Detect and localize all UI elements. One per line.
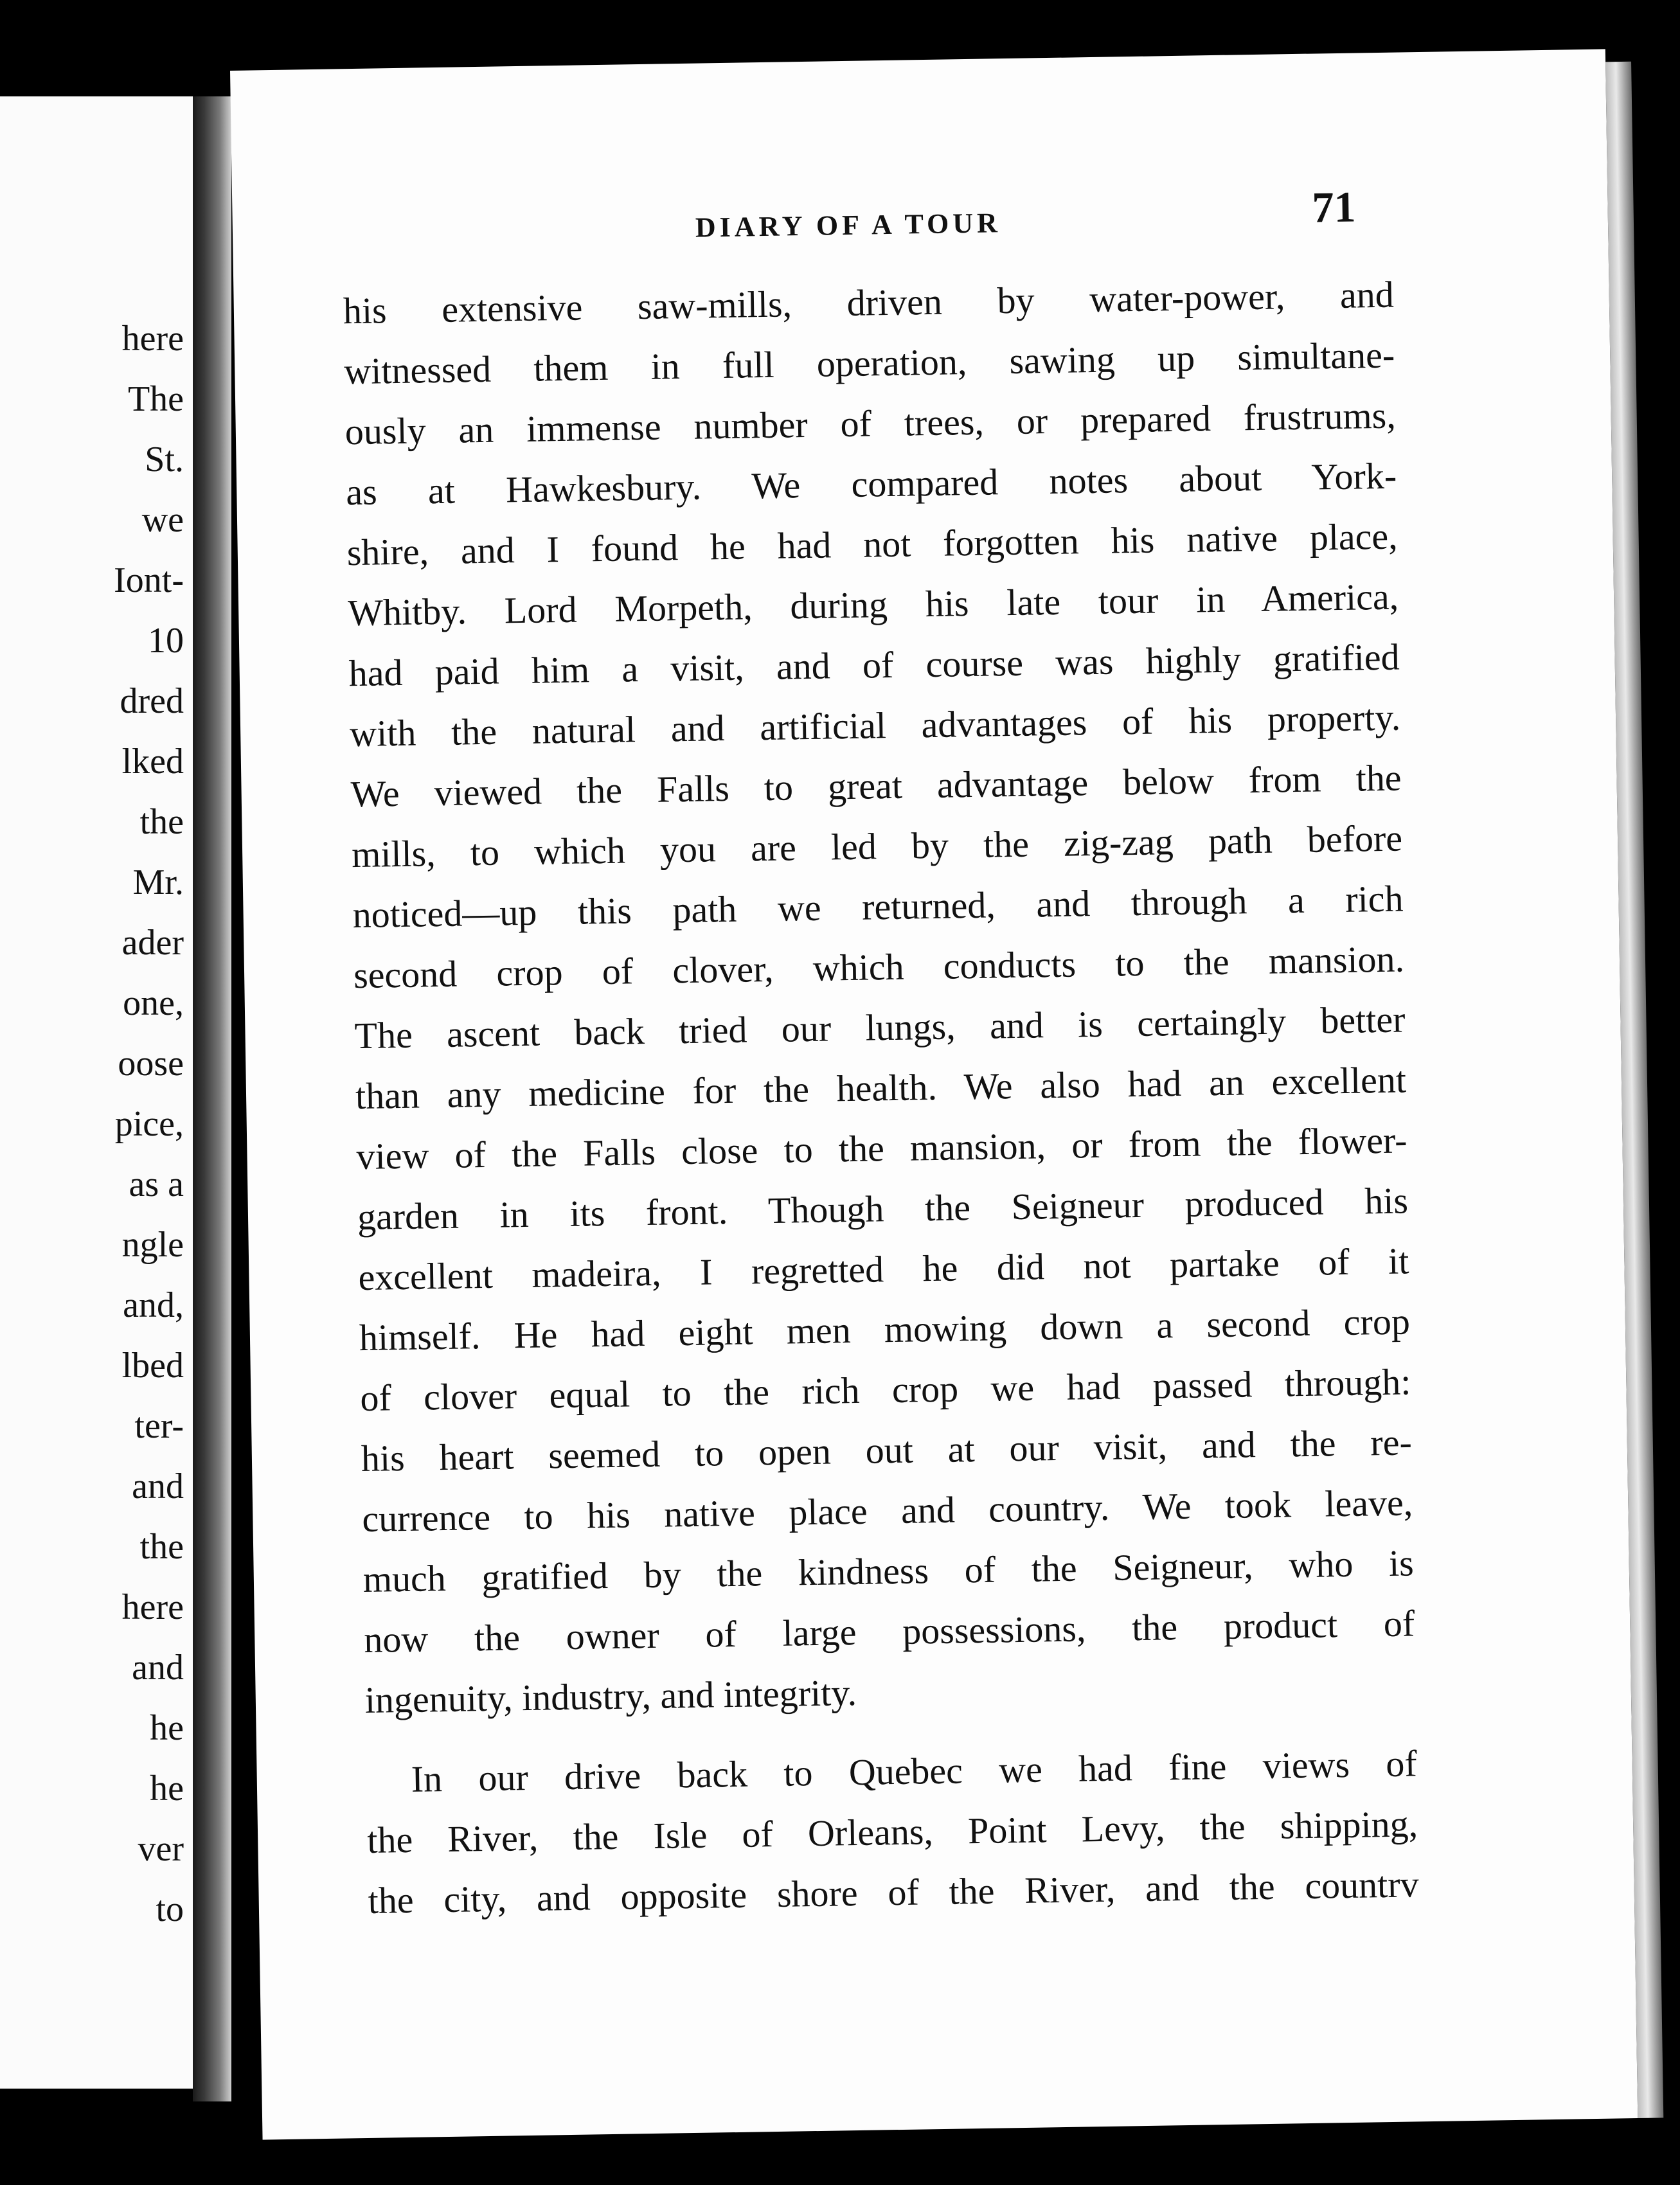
body-text — [343, 265, 1419, 1931]
left-line: The — [127, 379, 184, 419]
text-line: The ascent back tried our lungs, and is certaingly better — [354, 998, 1406, 1057]
running-head: DIARY OF A TOUR — [695, 207, 1002, 244]
left-line: here — [121, 319, 184, 359]
left-line: and — [132, 1467, 184, 1506]
left-line: we — [141, 500, 184, 540]
text-line: ously an immense number of trees, or prepared frustrums, — [344, 394, 1397, 453]
left-line: one, — [123, 983, 184, 1023]
text-line: noticed—up this path we returned, and through a rich — [352, 877, 1404, 936]
text-line: had paid him a visit, and of course was highly gratified — [348, 636, 1400, 695]
text-line: much gratified by the kindness of the Seigneur, who is — [362, 1542, 1415, 1601]
left-line: Iont- — [114, 560, 184, 600]
text-line: In our drive back to Quebec we had fine views of — [411, 1742, 1418, 1800]
paragraph — [343, 265, 1416, 1731]
page-edge — [1605, 62, 1663, 2118]
text-line: shire, and I found he had not forgotten his native place, — [346, 515, 1399, 574]
left-line: ter- — [134, 1406, 184, 1446]
text-line: garden in its front. Though the Seigneur produced his — [357, 1179, 1409, 1238]
text-line: excellent madeira, I regretted he did not partake of it — [358, 1240, 1409, 1299]
left-page-text — [114, 308, 184, 1940]
left-line: lked — [121, 742, 184, 781]
left-line: as a — [129, 1164, 184, 1204]
left-line: the — [139, 802, 184, 842]
text-line: the city, and opposite shore of the River, and the countrv — [368, 1863, 1420, 1922]
text-line: currence to his native place and country. We took leave, — [361, 1481, 1413, 1540]
left-line: ver — [138, 1829, 184, 1869]
left-line: St. — [145, 440, 184, 479]
text-line: than any medicine for the health. We also had an excellent — [355, 1058, 1407, 1118]
book-gutter — [193, 96, 231, 2101]
text-line: now the owner of large possessions, the product of — [363, 1602, 1415, 1661]
paragraph — [366, 1733, 1419, 1931]
text-line: with the natural and artificial advantages of his property. — [349, 696, 1401, 755]
left-line: he — [150, 1708, 184, 1748]
left-line: he — [150, 1769, 184, 1808]
text-line: mills, to which you are led by the zig-zag path before — [351, 817, 1403, 876]
text-line: his heart seemed to open out at our visit, and the re- — [361, 1421, 1413, 1480]
text-line: second crop of clover, which conducts to the mansion. — [353, 938, 1405, 997]
text-line: view of the Falls close to the mansion, or from the flower- — [356, 1119, 1407, 1178]
text-line: Whitby. Lord Morpeth, during his late tour in America, — [347, 575, 1399, 634]
left-line: oose — [118, 1044, 184, 1084]
text-line: witnessed them in full operation, sawing up simultane- — [343, 334, 1395, 393]
text-line: the River, the Isle of Orleans, Point Levy, the shipping, — [366, 1803, 1418, 1861]
left-line: pice, — [114, 1104, 184, 1144]
left-line: dred — [120, 681, 184, 721]
left-line: the — [139, 1527, 184, 1567]
page-number: 71 — [1311, 182, 1357, 232]
left-page — [0, 96, 197, 2089]
text-line: himself. He had eight men mowing down a second crop — [359, 1300, 1411, 1359]
text-line: as at Hawkesbury. We compared notes about York- — [345, 454, 1397, 513]
text-line: of clover equal to the rich crop we had passed through: — [359, 1360, 1411, 1420]
left-line: here — [121, 1587, 184, 1627]
left-line: 10 — [148, 621, 184, 661]
left-line: to — [156, 1889, 184, 1929]
left-line: Mr. — [132, 862, 184, 902]
left-line: and — [132, 1648, 184, 1688]
text-line: his extensive saw-mills, driven by water-power, and — [343, 273, 1395, 332]
left-line: ngle — [121, 1225, 184, 1265]
right-page — [230, 49, 1638, 2139]
text-line: ingenuity, industry, and integrity. — [364, 1672, 857, 1722]
left-line: and, — [123, 1285, 184, 1325]
left-line: ader — [121, 923, 184, 963]
left-line: lbed — [121, 1346, 184, 1386]
text-line: We viewed the Falls to great advantage below from the — [350, 756, 1402, 816]
